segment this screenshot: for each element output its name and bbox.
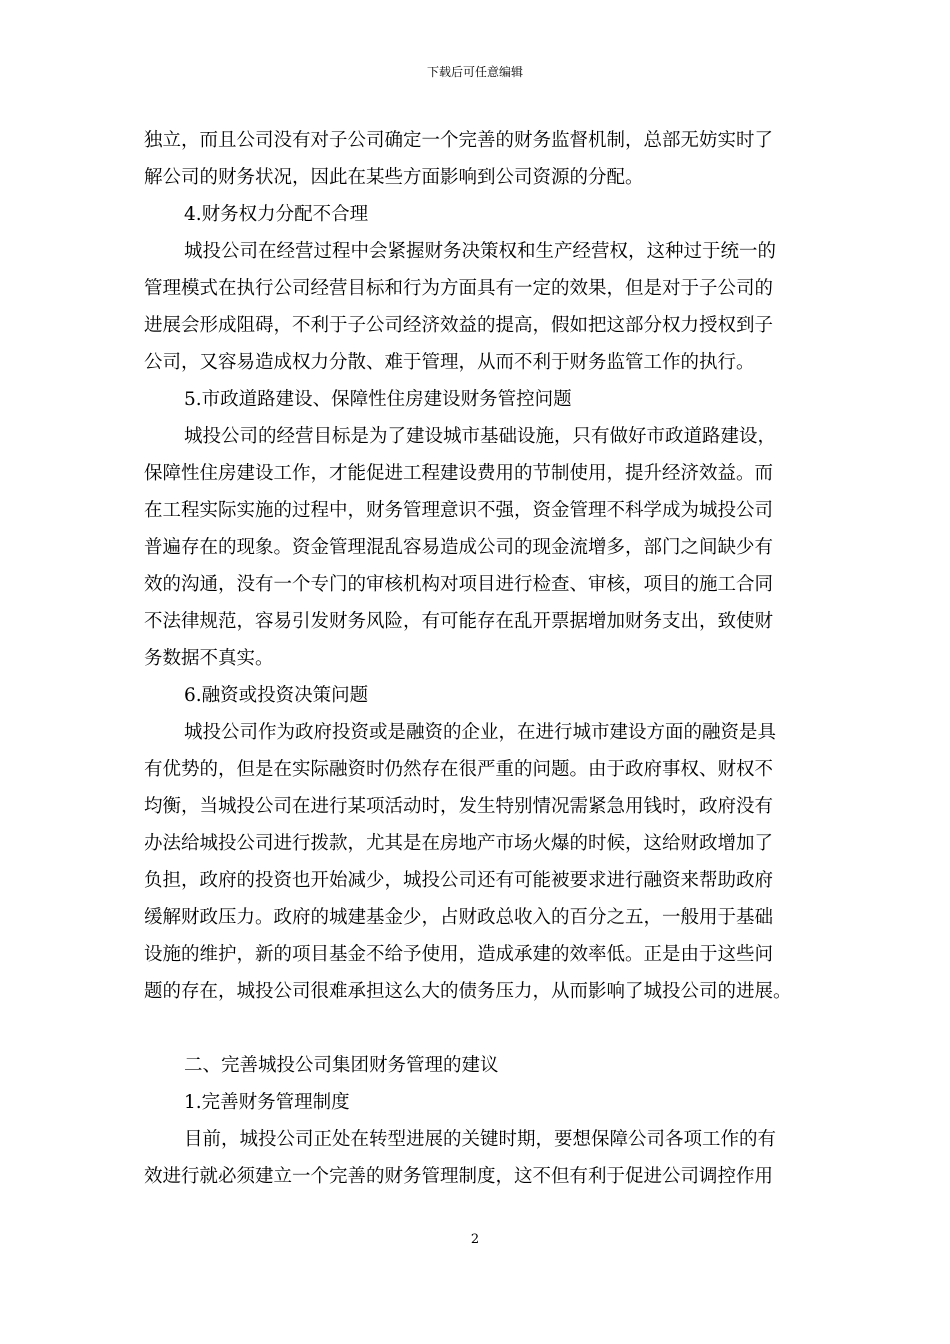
- body-line: 办法给城投公司进行拨款，尤其是在房地产市场火爆的时候，这给财政增加了: [144, 833, 774, 854]
- body-line: 有优势的，但是在实际融资时仍然存在很严重的问题。由于政府事权、财权不: [144, 759, 774, 780]
- body-line: 公司，又容易造成权力分散、难于管理，从而不利于财务监管工作的执行。: [144, 352, 755, 373]
- body-line: 城投公司的经营目标是为了建设城市基础设施，只有做好市政道路建设，: [184, 426, 777, 447]
- body-line: 不法律规范，容易引发财务风险，有可能存在乱开票据增加财务支出，致使财: [144, 611, 774, 632]
- body-line: 管理模式在执行公司经营目标和行为方面具有一定的效果，但是对于子公司的: [144, 278, 774, 299]
- document-body: [144, 122, 810, 1195]
- body-line: 题的存在，城投公司很难承担这么大的债务压力，从而影响了城投公司的进展。: [144, 981, 792, 1002]
- body-line: 均衡，当城投公司在进行某项活动时，发生特别情况需紧急用钱时，政府没有: [144, 796, 774, 817]
- body-line: 设施的维护，新的项目基金不给予使用，造成承建的效率低。正是由于这些问: [144, 944, 774, 965]
- body-line: 4.财务权力分配不合理: [184, 204, 369, 225]
- body-line: 5.市政道路建设、保障性住房建设财务管控问题: [184, 389, 572, 410]
- body-line: 独立，而且公司没有对子公司确定一个完善的财务监督机制，总部无妨实时了: [144, 130, 774, 151]
- body-line: 解公司的财务状况，因此在某些方面影响到公司资源的分配。: [144, 167, 644, 188]
- body-line: 6.融资或投资决策问题: [184, 685, 369, 706]
- body-line: 缓解财政压力。政府的城建基金少，占财政总收入的百分之五，一般用于基础: [144, 907, 774, 928]
- body-line: 保障性住房建设工作，才能促进工程建设费用的节制使用，提升经济效益。而: [144, 463, 774, 484]
- body-line: 务数据不真实。: [144, 648, 274, 669]
- body-line: 普遍存在的现象。资金管理混乱容易造成公司的现金流增多，部门之间缺少有: [144, 537, 774, 558]
- body-line: 进展会形成阻碍，不利于子公司经济效益的提高，假如把这部分权力授权到子: [144, 315, 774, 336]
- body-line: 效的沟通，没有一个专门的审核机构对项目进行检查、审核，项目的施工合同: [144, 574, 774, 595]
- page-header: 下载后可任意编辑: [426, 65, 523, 79]
- page-number: 2: [470, 1232, 480, 1247]
- body-line: 城投公司作为政府投资或是融资的企业，在进行城市建设方面的融资是具: [184, 722, 777, 743]
- body-line: 负担，政府的投资也开始减少，城投公司还有可能被要求进行融资来帮助政府: [144, 870, 774, 891]
- body-line: 在工程实际实施的过程中，财务管理意识不强，资金管理不科学成为城投公司: [144, 500, 774, 521]
- body-line: 目前，城投公司正处在转型进展的关键时期，要想保障公司各项工作的有: [184, 1129, 777, 1150]
- paragraph-gap: [144, 1010, 810, 1047]
- body-line: 效进行就必须建立一个完善的财务管理制度，这不但有利于促进公司调控作用: [144, 1166, 774, 1187]
- body-line: 二、完善城投公司集团财务管理的建议: [184, 1055, 499, 1076]
- body-line: 1.完善财务管理制度: [184, 1092, 350, 1113]
- body-line: 城投公司在经营过程中会紧握财务决策权和生产经营权，这种过于统一的: [184, 241, 777, 262]
